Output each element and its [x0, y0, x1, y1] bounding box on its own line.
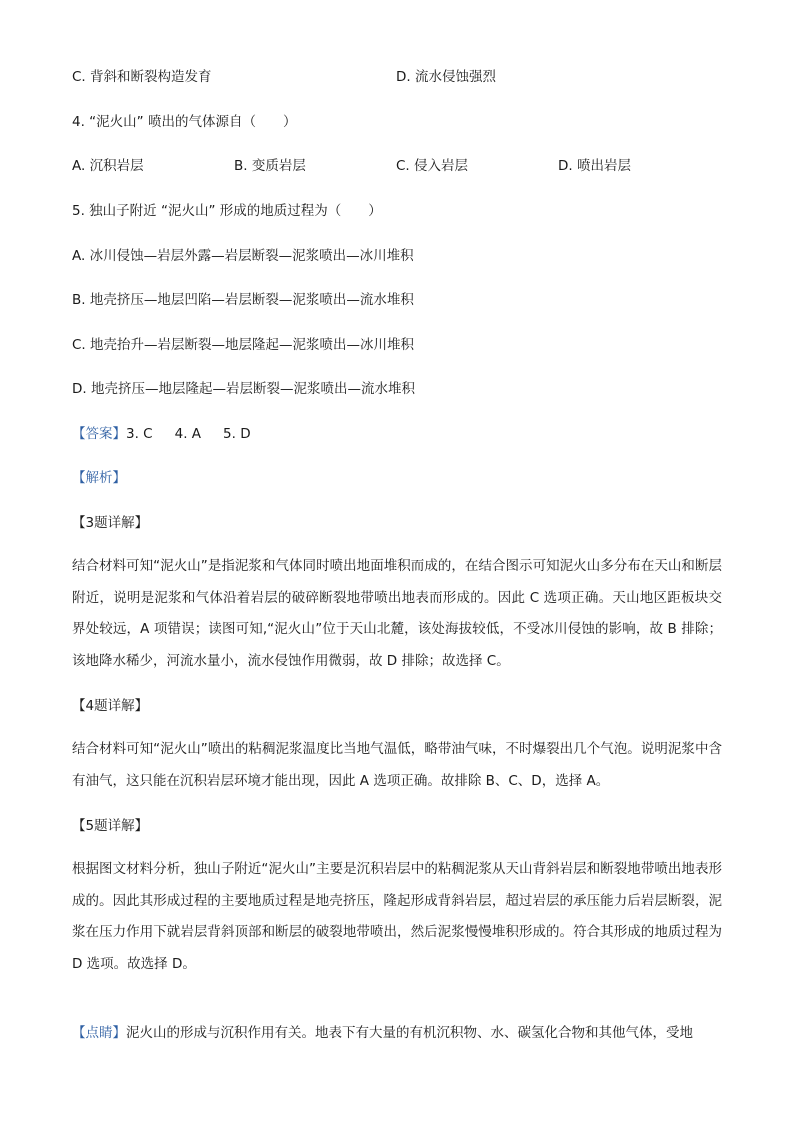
detail4-label: 【4题详解】 [72, 698, 149, 714]
answer-label: 【答案】 [72, 426, 126, 442]
q4-option-d: D. 喷出岩层 [558, 158, 631, 174]
answer-item: 4. A [174, 426, 202, 442]
detail3-text: 结合材料可知“泥火山”是指泥浆和气体同时喷出地面堆积而成的，在结合图示可知泥火山多分布在天山和断层附近，说明是泥浆和气体沿着岩层的破碎断裂地带喷出地表而形成的。因此 C 选项正确。天山地区距板块交界处较远，A 项错误；读图可知,“泥火山”位于天山北麓，该处海拔较低，不受冰川侵蚀的影响，故 B 排除；该地降水稀少，河流水量小，流水侵蚀作用微弱，故 D 排除；故选择 C。 [72, 558, 722, 669]
q4-option-c: C. 侵入岩层 [396, 158, 469, 174]
q5-stem: 5. 独山子附近 “泥火山” 形成的地质过程为（ ） [72, 203, 382, 219]
detail4-text: 结合材料可知“泥火山”喷出的粘稠泥浆温度比当地气温低，略带油气味，不时爆裂出几个气泡。说明泥浆中含有油气，这只能在沉积岩层环境才能出现，因此 A 选项正确。故排除 B、C、D，选择 A。 [72, 741, 722, 789]
answer-line [72, 425, 251, 443]
detail5-label: 【5题详解】 [72, 818, 149, 834]
answer-item: 5. D [223, 426, 251, 442]
tip-text: 泥火山的形成与沉积作用有关。地表下有大量的有机沉积物、水、碳氢化合物和其他气体，受地 [126, 1025, 693, 1041]
document-page [72, 0, 722, 1123]
q4-stem: 4. “泥火山” 喷出的气体源自（ ） [72, 114, 297, 130]
detail5-text: 根据图文材料分析，独山子附近“泥火山”主要是沉积岩层中的粘稠泥浆从天山背斜岩层和断裂地带喷出地表形成的。因此其形成过程的主要地质过程是地壳挤压，隆起形成背斜岩层，超过岩层的承压能力后岩层断裂，泥浆在压力作用下就岩层背斜顶部和断层的破裂地带喷出，然后泥浆慢慢堆积形成的。符合其形成的地质过程为 D 选项。故选择 D。 [72, 861, 722, 972]
q3-option-c: C. 背斜和断裂构造发育 [72, 69, 212, 85]
q5-option-a: A. 冰川侵蚀—岩层外露—岩层断裂—泥浆喷出—冰川堆积 [72, 248, 414, 264]
tip-line [72, 1024, 722, 1042]
q4-option-b: B. 变质岩层 [234, 158, 306, 174]
q5-option-d: D. 地壳挤压—地层隆起—岩层断裂—泥浆喷出—流水堆积 [72, 381, 415, 397]
detail3-label: 【3题详解】 [72, 515, 149, 531]
q3-option-d: D. 流水侵蚀强烈 [396, 69, 496, 85]
q5-option-b: B. 地壳挤压—地层凹陷—岩层断裂—泥浆喷出—流水堆积 [72, 292, 414, 308]
q4-option-a: A. 沉积岩层 [72, 158, 144, 174]
analysis-label: 【解析】 [72, 470, 126, 486]
tip-label: 【点睛】 [72, 1025, 126, 1041]
q5-option-c: C. 地壳抬升—岩层断裂—地层隆起—泥浆喷出—冰川堆积 [72, 337, 415, 353]
answer-item: 3. C [126, 426, 153, 442]
